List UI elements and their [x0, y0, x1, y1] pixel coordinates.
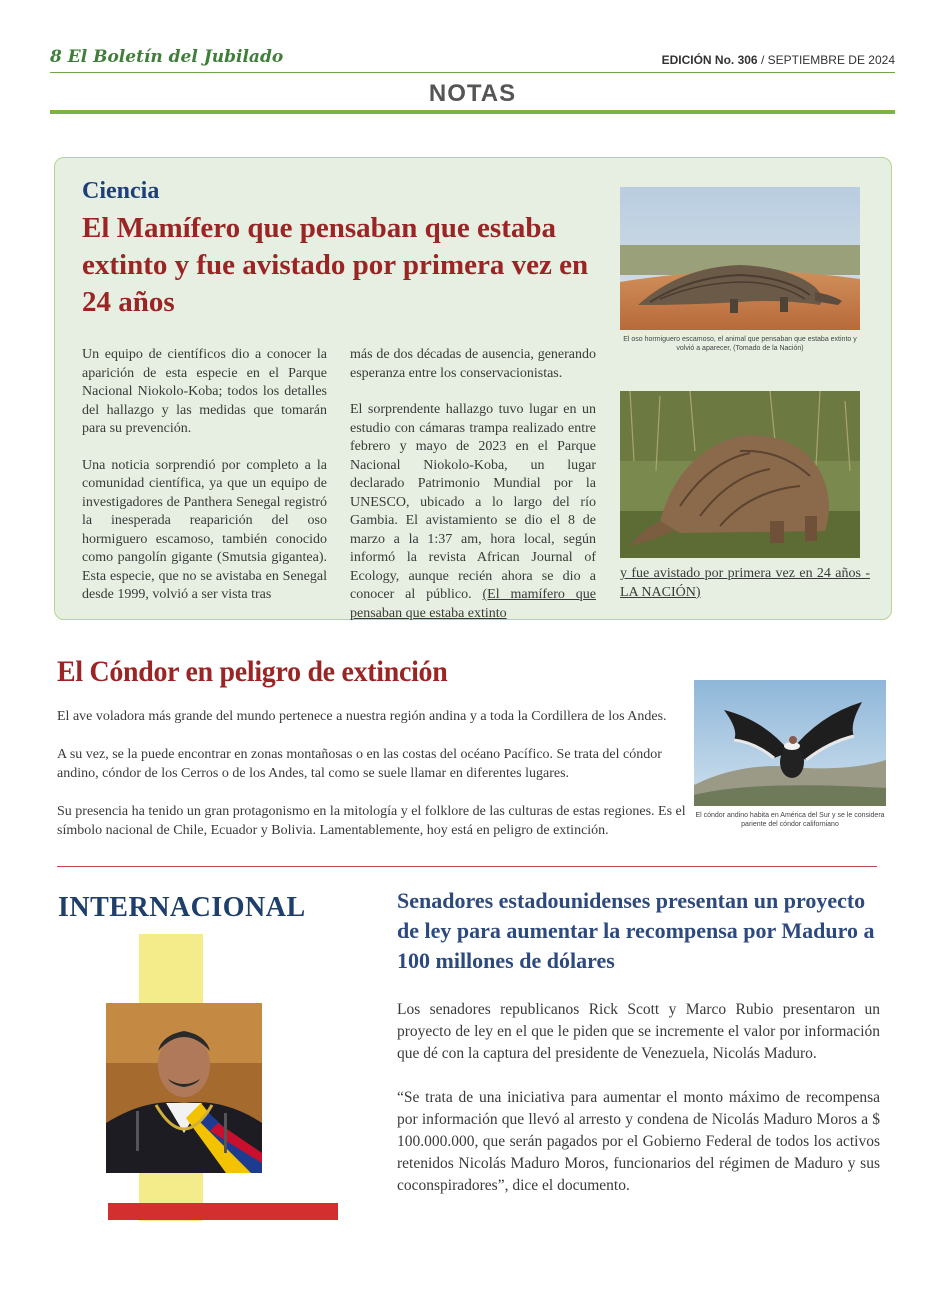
condor-paragraph: A su vez, se la puede encontrar en zonas montañosas o en las costas del océano Pacífico. Se trata del cóndor andino, cóndor de los Cerros o de los Andes, tal como se suele llamar en diferentes lugares.: [57, 747, 662, 781]
condor-photo: [694, 680, 886, 806]
condor-body: [57, 707, 697, 859]
internacional-label: INTERNACIONAL: [58, 892, 306, 923]
decorative-red-bar: [108, 1203, 338, 1220]
ciencia-column-3: [620, 565, 870, 602]
ciencia-paragraph: [350, 401, 596, 623]
condor-paragraph: El ave voladora más grande del mundo pertenece a nuestra región andina y a toda la Cordillera de los Andes.: [57, 709, 667, 724]
section-title: NOTAS: [428, 80, 517, 107]
pangolin-photo-2: [620, 391, 860, 558]
source-link-continued[interactable]: y fue avistado por primera vez en 24 años - LA NACIÓN): [620, 566, 870, 600]
condor-headline: El Cóndor en peligro de extinción: [57, 655, 448, 688]
ciencia-paragraph: más de dos décadas de ausencia, generando esperanza entre los conservacionistas.: [350, 347, 596, 381]
ciencia-label: Ciencia: [82, 178, 160, 204]
internacional-paragraph: “Se trata de una iniciativa para aumentar el monto máximo de recompensa por información que llevó al arresto y condena de Nicolás Maduro Moros a $ 100.000.000, que serán pagados por el Gobierno Federal de todos los activos retenidos Nicolás Maduro Moros, funcionarios del régimen de Maduro y sus coconspiradores”, dice el documento.: [397, 1089, 880, 1194]
ciencia-headline: El Mamífero que pensaban que estaba extinto y fue avistado por primera vez en 24 años: [82, 212, 589, 318]
section-separator: [57, 866, 877, 867]
edition-number: EDICIÓN No. 306: [661, 53, 758, 67]
pangolin-photo-caption: El oso hormiguero escamoso, el animal que pensaban que estaba extinto y volvió a aparecer, (Tomado de la Nación): [623, 336, 857, 352]
ciencia-paragraph-text: El sorprendente hallazgo tuvo lugar en un estudio con cámaras trampa realizado entre febrero y mayo de 2023 en el Parque Nacional Niokolo-Koba, un lugar declarado Patrimonio Mundial por la UNESCO, ubicado a lo largo del río Gambia. El avistamiento se dio el 8 de marzo a la 1:37 am, hora local, según informó la revista African Journal of Ecology, aunque recién ahora se dio a conocer al público.: [350, 402, 596, 602]
maduro-photo: [106, 1003, 262, 1173]
internacional-headline: Senadores estadounidenses presentan un proyecto de ley para aumentar la recompensa por Maduro a 100 millones de dólares: [397, 888, 875, 973]
pangolin-photo-1: [620, 187, 860, 330]
ciencia-column-2: [350, 346, 596, 641]
internacional-body: [397, 999, 880, 1219]
edition-info: [662, 53, 895, 67]
ciencia-paragraph: Un equipo de científicos dio a conocer la aparición de esta especie en el Parque Nacional Niokolo-Koba; todos los detalles del hallazgo y las medidas que tomarán para su prevención.: [82, 347, 327, 436]
source-link[interactable]: (El mamífero que pensaban que estaba extinto: [350, 587, 596, 621]
ciencia-paragraph: Una noticia sorprendió por completo a la comunidad científica, ya que un equipo de investigadores de Panthera Senegal registró la inesperada reaparición del oso hormiguero escamoso, también conocido como pangolín gigante (Smutsia gigantea). Esta especie, que no se avistaba en Senegal desde 1999, volvió a ser vista tras: [82, 457, 327, 602]
internacional-paragraph: Los senadores republicanos Rick Scott y Marco Rubio presentaron un proyecto de ley en el que le piden que se incremente el valor por información que dé con la captura del presidente de Venezuela, Nicolás Maduro.: [397, 1001, 880, 1062]
ciencia-column-1: [82, 346, 327, 623]
page-brand: 8 El Boletín del Jubilado: [50, 47, 284, 67]
condor-paragraph: Su presencia ha tenido un gran protagonismo en la mitología y el folklore de las culturas de estas regiones. Es el símbolo nacional de Chile, Ecuador y Bolivia. Lamentablemente, hoy está en peligro de extinción.: [57, 804, 686, 838]
header-divider: [50, 72, 895, 73]
section-bar: [50, 110, 895, 114]
condor-photo-caption: El cóndor andino habita en América del Sur y se le considera pariente del cóndor californiano: [695, 812, 885, 828]
edition-date: / SEPTIEMBRE DE 2024: [757, 53, 895, 67]
